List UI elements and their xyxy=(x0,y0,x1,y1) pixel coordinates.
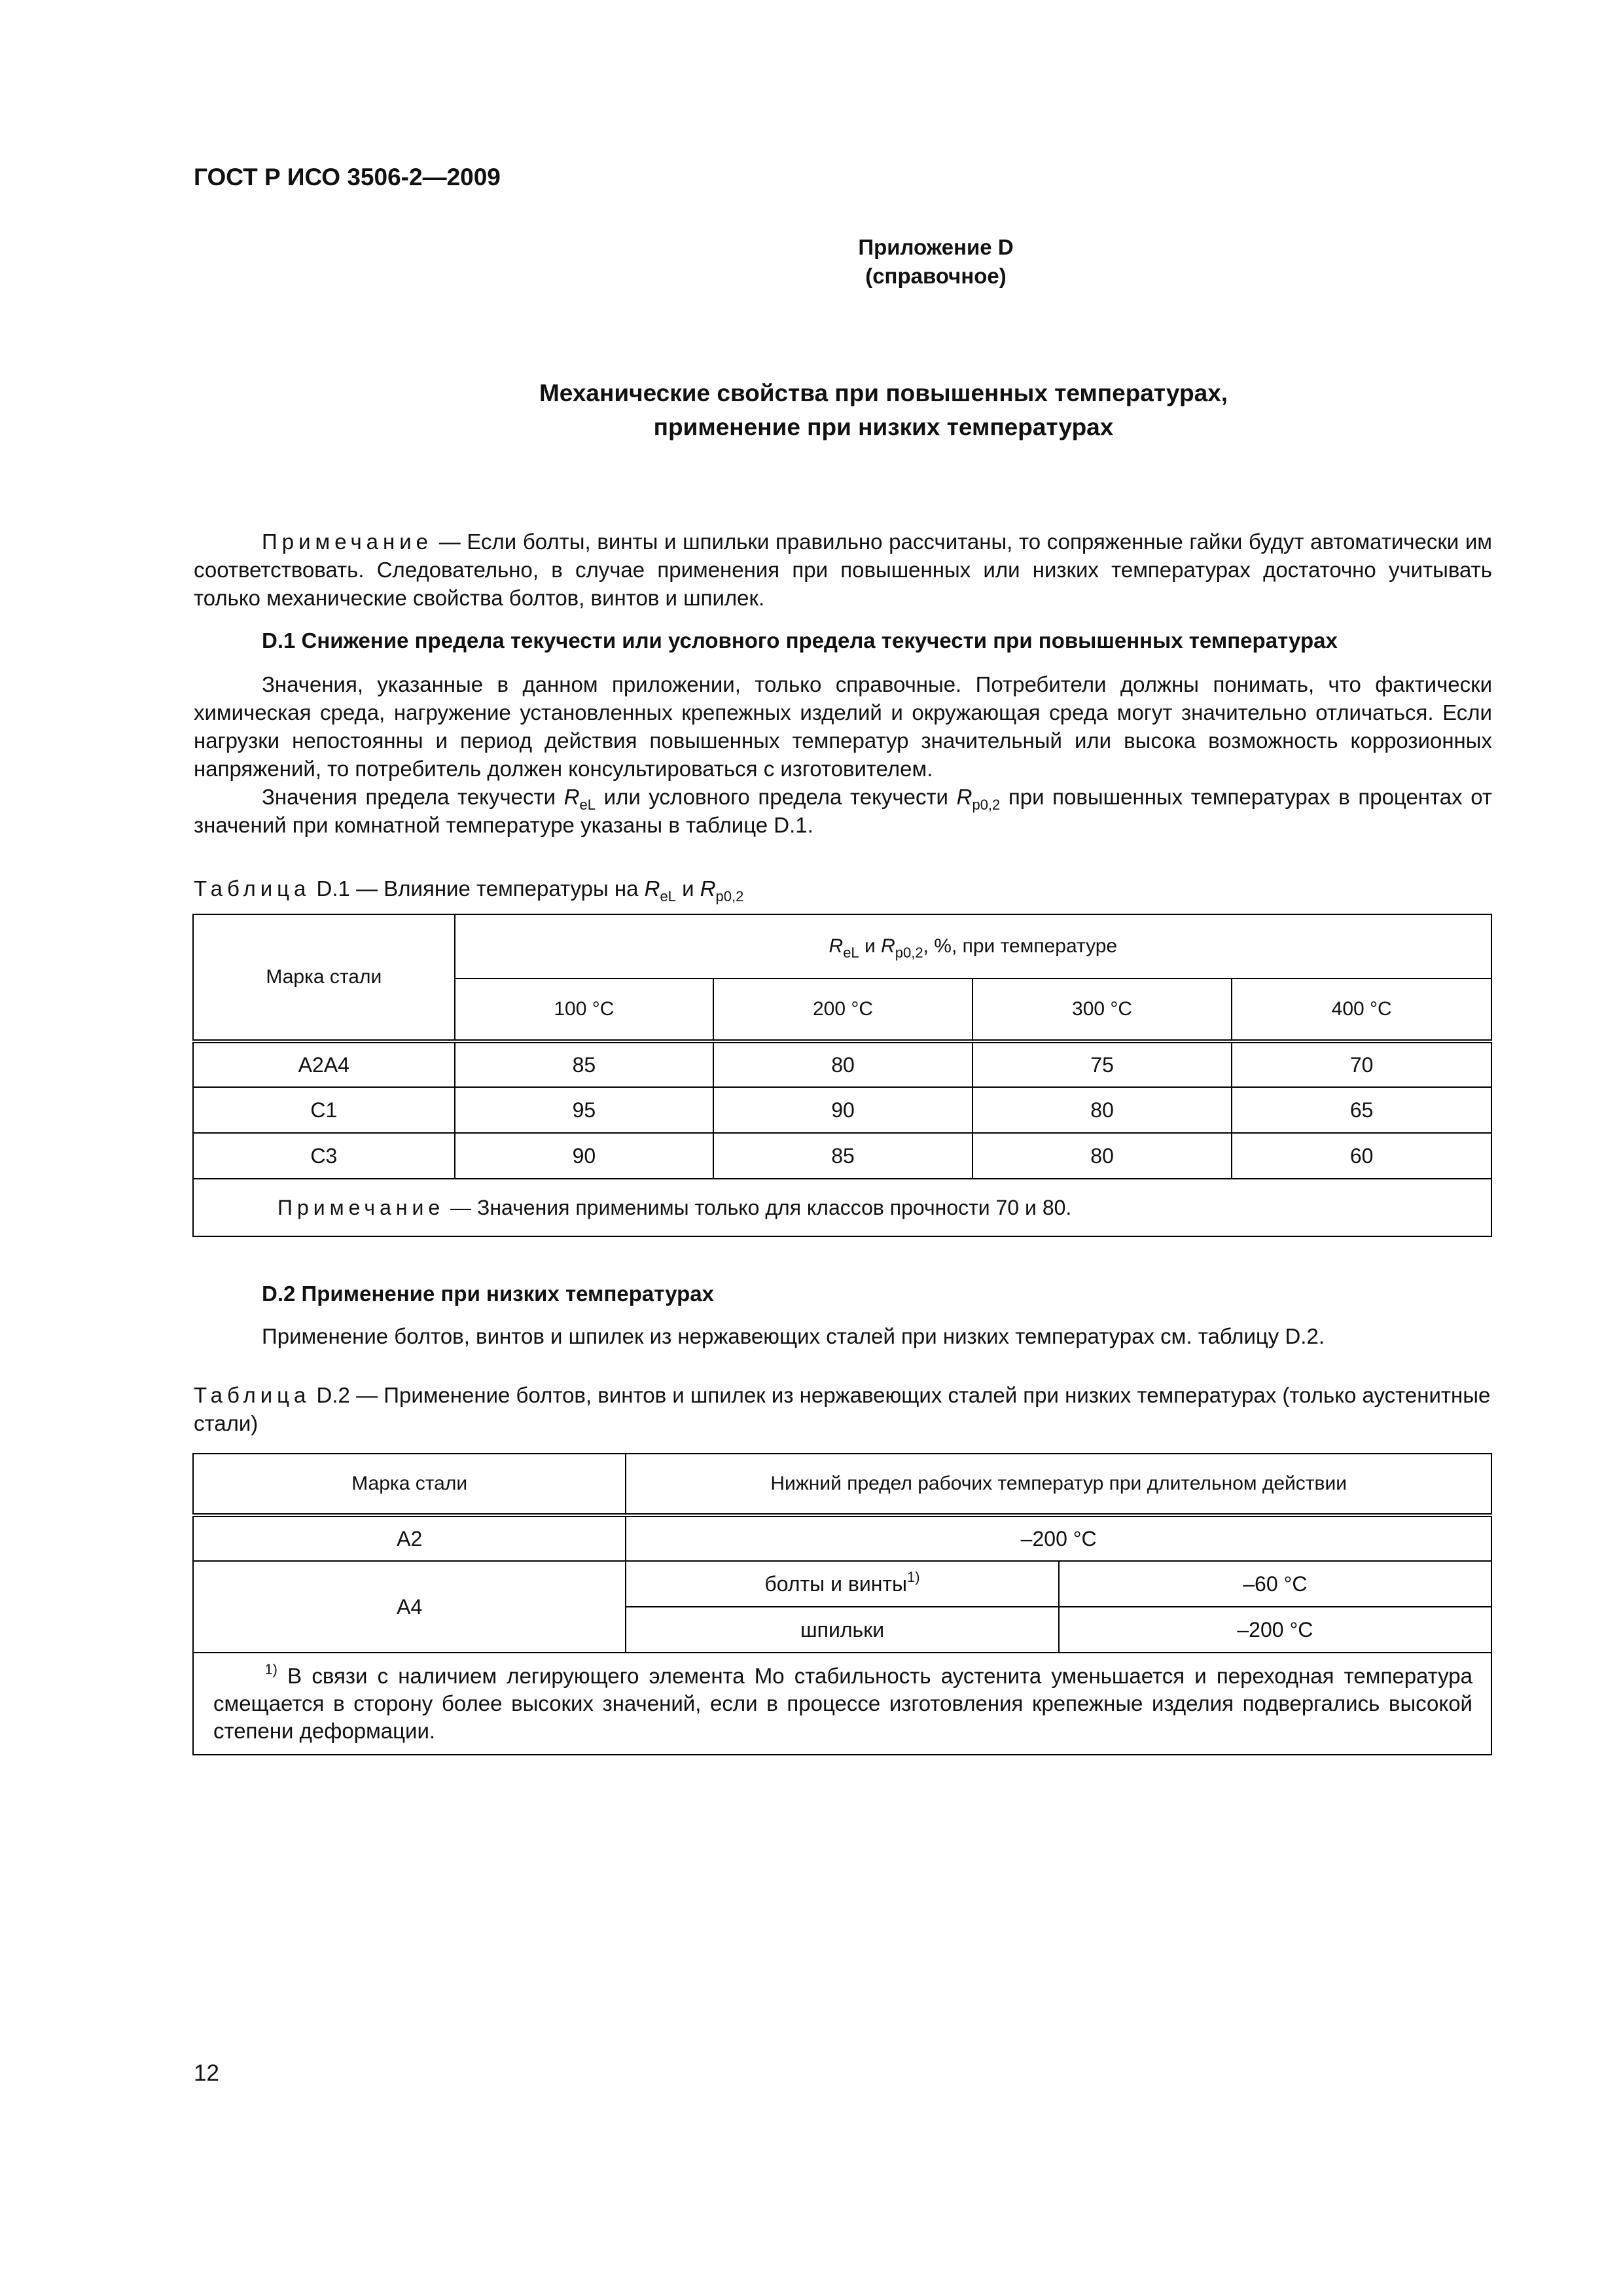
table-d1-cell: 90 xyxy=(455,1133,714,1179)
table-d1-temp-header: 300 °C xyxy=(972,978,1232,1041)
table-d1-cell: 70 xyxy=(1232,1041,1491,1087)
note-prefix: Примечание xyxy=(262,529,433,554)
table-d1-temp-header: 200 °C xyxy=(713,978,972,1041)
section-d1-heading: D.1 Снижение предела текучести или условного предела текучести при повышенных температурах xyxy=(262,628,1338,653)
document-code-header: ГОСТ Р ИСО 3506-2—2009 xyxy=(194,164,501,190)
table-d1-cell: 85 xyxy=(455,1041,714,1087)
table-d1-note: Примечание — Значения применимы только для классов прочности 70 и 80. xyxy=(193,1179,1491,1236)
table-d2-cell: –200 °C xyxy=(626,1515,1491,1561)
table-d1-temp-header: 400 °C xyxy=(1232,978,1491,1041)
appendix-type: (справочное) xyxy=(865,264,1007,288)
section-d1-paragraph-2: Значения предела текучести $R_{eL}$ или условного предела текучести $R_{p0,2}$ при повышенных температурах в процентах от значений при комнатной температуре указаны в таблице D.1. xyxy=(194,785,1492,837)
table-d2-col-limit: Нижний предел рабочих температур при длительном действии xyxy=(626,1454,1491,1515)
table-d1-grade: C3 xyxy=(193,1133,455,1179)
table-row xyxy=(193,1561,1491,1607)
table-d1-group-header: $R_{eL}$ и $R_{p0,2}$, %, при температуре xyxy=(455,914,1491,978)
table-d1-caption: Таблица D.1 — Влияние температуры на $R_{eL}$ и $R_{p0,2}$ xyxy=(194,876,744,905)
appendix-title: Приложение D xyxy=(858,235,1014,259)
table-d2-col-steel: Марка стали xyxy=(193,1454,626,1515)
table-d2-subcategory: болты и винты$^{1)}$ xyxy=(626,1561,1058,1607)
title-line-1: Механические свойства при повышенных температурах, xyxy=(539,380,1228,406)
table-d1-cell: 90 xyxy=(713,1087,972,1133)
section-d2-paragraph: Применение болтов, винтов и шпилек из нержавеющих сталей при низких температурах см. таблицу D.2. xyxy=(262,1324,1325,1348)
table-d2-subcategory: шпильки xyxy=(626,1607,1058,1653)
table-d1-temp-header: 100 °C xyxy=(455,978,714,1041)
table-d1-grade: C1 xyxy=(193,1087,455,1133)
table-d1-cell: 60 xyxy=(1232,1133,1491,1179)
table-d1-cell: 80 xyxy=(972,1133,1232,1179)
section-d1-paragraph-1: Значения, указанные в данном приложении, только справочные. Потребители должны понимать, что фактически химическая среда, нагружение установленных крепежных изделий и окружающая среда могут значительно отличаться. Если нагрузки непостоянны и период действия повышенных температур значительный или высока возможность коррозионных напряжений, то потребитель должен консультироваться с изготовителем. xyxy=(194,672,1492,781)
table-d1-cell: 75 xyxy=(972,1041,1232,1087)
table-d2-grade: A4 xyxy=(193,1561,626,1653)
table-d2 xyxy=(192,1453,1492,1755)
table-d1-cell: 80 xyxy=(972,1087,1232,1133)
table-d2-caption: Таблица D.2 — Применение болтов, винтов и шпилек из нержавеющих сталей при низких температурах (только аустенитные стали) xyxy=(194,1383,1491,1435)
table-d1-cell: 95 xyxy=(455,1087,714,1133)
table-d2-footnote: $^{1)}$ В связи с наличием легирующего элемента Mo стабильность аустенита уменьшается и переходная температура смещается в сторону более высоких значений, если в процессе изготовления крепежные изделия подвергались высокой степени деформации. xyxy=(193,1653,1491,1755)
table-d2-grade: A2 xyxy=(193,1515,626,1561)
note-text: — Если болты, винты и шпильки правильно рассчитаны, то сопряженные гайки будут автоматически им соответствовать. Следовательно, в случае применения при повышенных или низких температурах достаточно учитывать только механические свойства болтов, винтов и шпилек. xyxy=(194,529,1492,610)
table-d1-col-steel: Марка стали xyxy=(193,914,455,1041)
section-d2-heading: D.2 Применение при низких температурах xyxy=(262,1282,715,1306)
table-d1 xyxy=(192,914,1492,1237)
table-d1-cell: 65 xyxy=(1232,1087,1491,1133)
appendix-label xyxy=(0,233,1623,291)
table-row xyxy=(193,1041,1491,1087)
table-d1-cell: 80 xyxy=(713,1041,972,1087)
page-number: 12 xyxy=(194,2060,219,2086)
page-title xyxy=(0,376,1623,444)
intro-note xyxy=(194,528,1492,612)
table-row xyxy=(193,1133,1491,1179)
table-row xyxy=(193,1515,1491,1561)
table-d1-cell: 85 xyxy=(713,1133,972,1179)
table-d1-grade: A2A4 xyxy=(193,1041,455,1087)
table-row xyxy=(193,1087,1491,1133)
title-line-2: применение при низких температурах xyxy=(653,414,1114,440)
table-d2-cell: –200 °C xyxy=(1059,1607,1491,1653)
table-d2-cell: –60 °C xyxy=(1059,1561,1491,1607)
